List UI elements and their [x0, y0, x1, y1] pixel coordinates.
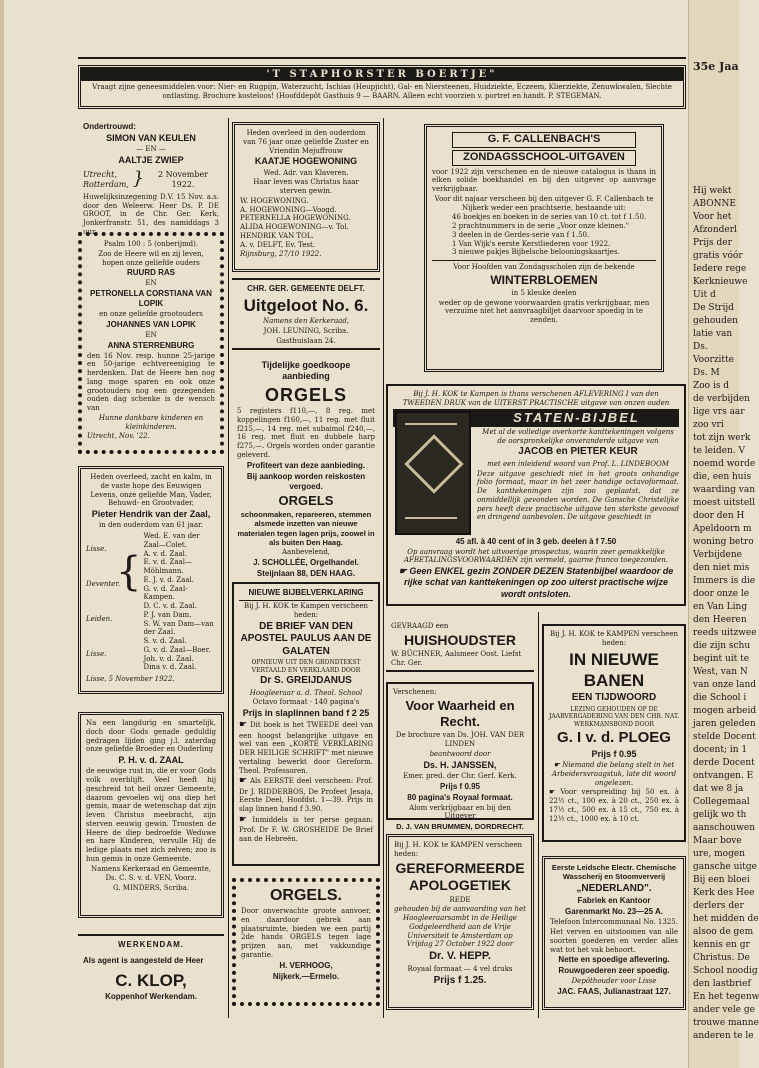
- bible-book-image: [395, 411, 471, 535]
- family-member: D. C. v. d. Zaal.: [143, 602, 198, 610]
- staten-text2: Op aanvraag wordt het uitvoerige prospectus, waarin zeer gemakkelijke AFBETALINGSVOORWAARDEN zijn vermeld, gaarne franco toegezonden.: [403, 547, 669, 565]
- family-member: A. HOGEWONING—Voogd.: [240, 205, 337, 214]
- statenbijbel-advert: [386, 384, 686, 606]
- staten-sub: Met al de volledige overkorte kanttekeningen volgens de oorspronkelijke onveranderde uitgave van: [482, 427, 674, 445]
- nederland-depot: Depôthouder voor Lisse: [571, 977, 657, 986]
- hogewoning-date: Rijnsburg, 27/10 1922.: [240, 250, 322, 259]
- waarheid-role: Emer. pred. der Chr. Gerf. Kerk.: [403, 771, 517, 780]
- banner-title: 'T STAPHORSTER BOERTJE": [81, 68, 683, 81]
- delft-addr: Gasthuislaan 24.: [276, 336, 336, 345]
- zaal-date: Lisse, 5 November 1922.: [86, 675, 175, 683]
- banen-author: G. I v. d. PLOEG: [557, 729, 671, 746]
- callenbach-advert: [424, 124, 664, 372]
- gutter-line: alsoo de gem: [693, 927, 754, 937]
- gutter-line: kennis en gr: [693, 940, 750, 950]
- huishoudster-title: HUISHOUDSTER: [403, 631, 516, 648]
- orgels-heading: Tijdelijke goedkoope aanbieding: [261, 360, 351, 382]
- gutter-line: derde Docent: [693, 758, 755, 768]
- jubilee-text: den 16 Nov. resp. hunne 25-jarige en 50-jarige echtvereeniging te herdenken. Dat de Heere hen nog lang moge sparen en ook onze grootouders nog een gezegenden ouden dag schenke is de wensch van: [87, 351, 215, 412]
- waarheid-text2: beantwoord door: [429, 749, 491, 758]
- jubilee-name2: PETRONELLA CORSTIANA VAN LOPIK: [90, 289, 212, 308]
- bijbel-role: Hoogleeraar a. d. Theol. School: [249, 688, 363, 697]
- gutter-line: ontvangen. E: [693, 771, 754, 781]
- zaal-place: Leiden.: [86, 615, 113, 624]
- jubilee-line1: Zoo de Heere wil en zij leven, hopen onze geliefde ouders: [98, 249, 204, 267]
- callenbach-title: G. F. CALLENBACH'S: [452, 132, 636, 148]
- waarheid-text1: De brochure van Ds. JOH. VAN DER LINDEN: [395, 731, 525, 748]
- top-rule: [78, 57, 686, 59]
- banen-title: IN NIEUWE BANEN: [569, 649, 659, 690]
- jubilee-name4: ANNA STERRENBURG: [107, 340, 195, 350]
- gutter-line: anderen te le: [693, 1031, 754, 1041]
- zaal-places: [86, 532, 121, 672]
- verhoog-title: ORGELS.: [269, 887, 342, 904]
- banen-intro: Bij J. H. KOK te KAMPEN verscheen heden:: [549, 630, 679, 647]
- nieuwe-banen-advert: [542, 624, 686, 842]
- gutter-line: jaren geleden: [693, 719, 756, 729]
- gutter-line: Uit d: [693, 290, 716, 300]
- psalm-ref: Psalm 100 : 5 (onberijmd).: [103, 240, 199, 248]
- family-member: ALIDA HOGEWONING—v. Tol.: [240, 223, 349, 231]
- bijbel-intro: Bij J. H. KOK te Kampen verscheen heden:: [243, 602, 369, 619]
- gutter-line: van onze land: [693, 680, 757, 690]
- gutter-line: West, van N: [693, 667, 748, 677]
- family-member: W. HOGEWONING.: [240, 196, 309, 205]
- elder-sign1: Namens Kerkeraad en Gemeente,: [91, 864, 211, 873]
- bijbel-heading: NIEUWE BIJBELVERKLARING: [239, 588, 373, 601]
- nederland-line1: Fabriek en Kantoor: [577, 896, 651, 906]
- gutter-line: die, een huis: [693, 472, 752, 482]
- apologetiek-text: gehouden bij de aanvaarding van het Hoogleeraarsambt in de Heilige Godgeleerdheid aan de Vrije Universiteit te Amsterdam op Vrijdag 27 October 1922 door: [394, 905, 526, 949]
- place-utrecht: Utrecht,: [83, 169, 117, 179]
- gutter-line: mogen arbeid: [693, 706, 757, 716]
- banen-price: Prijs f 0.95: [591, 748, 637, 759]
- waarheid-author: Ds. H. JANSSEN,: [423, 759, 497, 770]
- gutter-line: Bij een bloei: [693, 875, 750, 885]
- page-spine: [0, 0, 4, 1068]
- gutter-line: gansche uitge: [693, 862, 757, 872]
- staten-title: STATEN-BIJBEL: [393, 409, 679, 427]
- bijbel-text3: Inmiddels is ter perse gegaan: Prof. Dr F. W. GROSHEIDE De Brief aan de Hebreën.: [239, 815, 373, 843]
- callenbach-foot: weder op de gewone voorwaarden gratis verkrijgbaar, men verzuime niet het aanvraagbiljet daarvoor spoedig in te zenden.: [438, 298, 650, 324]
- gutter-line: De Strijd: [693, 303, 734, 313]
- orgels-prices: 5 registers f110,—, 8 reg. met koppelingen f160,—, 11 reg. met fluit f215,—, 14 reg. met subaimol f240,—, 16 reg. met fluit en dubbele harp f275,—. Orgels worden onder garantie geleverd.: [237, 407, 375, 459]
- waarheid-pub: D. J. VAN BRUMMEN, DORDRECHT.: [396, 822, 524, 831]
- gutter-line: docent; in 1: [693, 745, 748, 755]
- gutter-line: die zijn schu: [693, 641, 751, 651]
- nederland-text: Het verven en uitstoomen van alle soorten goederen en verder alles wat tot het vak behoort.: [550, 928, 678, 954]
- bijbel-author: Dr S. GREIJDANUS: [260, 675, 352, 686]
- gutter-line: woning betro: [693, 537, 754, 547]
- huishoudster-heading: GEVRAAGD een: [391, 622, 449, 630]
- family-member: E. J. v. d. Zaal.: [143, 575, 194, 584]
- gutter-line: door den H: [693, 511, 745, 521]
- jubilee-date: Utrecht, Nov. '22.: [87, 432, 150, 441]
- hogewoning-intro: Heden overleed in den ouderdom van 76 jaar onze geliefde Zuster en Vriendin Mejuffrouw: [243, 129, 369, 155]
- gutter-line: Zoo is d: [693, 381, 730, 391]
- callenbach-subtitle: ZONDAGSSCHOOL-UITGAVEN: [452, 150, 636, 166]
- family-member: Joh. v. d. Zaal.: [143, 654, 194, 663]
- orgels-travel: Bij aankoop worden reiskosten vergoed.: [246, 471, 366, 491]
- en-separator: — EN —: [136, 145, 166, 154]
- gutter-line: En het tegenw: [693, 992, 759, 1002]
- staten-intro: Bij J. H. KOK te Kampen is thans verschenen AFLEVERING I van den TWEEDEN DRUK van de UITERST PRACTISCHE uitgave van onzen ouden: [402, 390, 670, 407]
- catalogue-item: 46 boekjes en boeken in de series van 10 ct. tot f 1.50.: [452, 213, 647, 222]
- gutter-line: Hij wekt: [693, 186, 732, 196]
- jubilee-notice: [78, 232, 224, 454]
- ondertrouw-heading: Ondertrouwd:: [83, 122, 136, 131]
- orgels-addr: Steijnlaan 88, DEN HAAG.: [256, 569, 356, 578]
- staten-slogan: Geen ENKEL gezin ZONDER DEZEN Statenbijbel waardoor de rijke schat van kanttekeningen op zoo uiterst practische wijze wordt ontsloten.: [403, 566, 674, 599]
- zaal-names-list: [141, 532, 216, 672]
- pointing-hand-icon: ☛: [239, 720, 248, 731]
- waarheid-pages: 80 pagina's Royaal formaat.: [407, 792, 513, 802]
- werkendam-line2: Koppenhof Werkendam.: [105, 992, 197, 1002]
- banen-text: LEZING GEHOUDEN OP DE JAARVERGADERING VAN DEN CHR. NAT. WERKMANSBOND DOOR: [549, 705, 679, 728]
- werkendam-notice: [78, 934, 224, 1014]
- bijbel-title: DE BRIEF VAN DEN APOSTEL PAULUS AAN DE GALATEN: [240, 620, 372, 657]
- nederland-text2: Nette en spoedige aflevering.: [558, 955, 670, 965]
- family-member: PETERNELLA HOGEWONING.: [240, 214, 351, 223]
- column-rule: [538, 612, 539, 1018]
- callenbach-title2: WINTERBLOEMEN: [490, 272, 598, 287]
- nederland-text3: Rouwgoederen zeer spoedig.: [558, 966, 670, 976]
- zaal-place: Lisse.: [86, 650, 107, 659]
- delft-sign: JOH. LEUNING, Scriba.: [263, 327, 349, 335]
- nederland-phone: Telefoon Intercommunaal No. 1325.: [550, 918, 678, 927]
- gutter-line: Christus. De: [693, 953, 750, 963]
- huishoudster-advert: [386, 618, 534, 672]
- apologetiek-price: Prijs f 1.25.: [433, 974, 487, 986]
- gutter-line: te leiden. V: [693, 446, 745, 456]
- bijbel-sub: OPNIEUW UIT DEN GRONDTEKST VERTAALD EN VERKLAARD DOOR: [251, 659, 361, 674]
- nederland-agent: JAC. FAAS, Julianastraat 127.: [557, 987, 671, 996]
- orgels-title2: ORGELS: [278, 492, 334, 508]
- place-rotterdam: Rotterdam,: [83, 179, 129, 189]
- staphorster-banner: [78, 65, 686, 109]
- hogewoning-name: KAATJE HOGEWONING: [254, 156, 358, 167]
- gutter-line: stelde Docent: [693, 732, 756, 742]
- zaal-intro: Heden overleed, zacht en kalm, in de vaste hope des Eeuwigen Levens, onze geliefde Man, Vader, Behuwd- en Grootvader,: [90, 473, 212, 508]
- jubilee-sign: Hunne dankbare kinderen en kleinkinderen.: [98, 413, 204, 431]
- bride-name: AALTJE ZWIEP: [118, 155, 184, 165]
- gutter-line: Voor het: [693, 212, 732, 222]
- callenbach-intro: voor 1922 zijn verschenen en de nieuwe catalogus is thans in elken solide boekhandel en bij den uitgever op aanvrage verkrijgbaar.: [432, 167, 656, 193]
- verhoog-name: H. VERHOOG,: [279, 960, 333, 970]
- apologetiek-title: GEREFORMEERDE APOLOGETIEK: [395, 859, 525, 893]
- zaal-family: Lisse. Deventer. Leiden. Lisse. { Wed. E. van der Zaal—Colet. A. v. d. Zaal. E. v. d. Zaal—Möhlmann. E. J. v. d. Zaal. G. v. d. Zaal-Kampen. D. C. v. d. Zaal. P. J. van Dam. S. W. van Dam—van der Zaal. S. v. d. Zaal. G. v. d. Zaal—Boer. Joh. v. d. Zaal. Dina v. d. Zaal.: [86, 532, 216, 672]
- staten-names: JACOB en PIETER KEUR: [518, 446, 638, 458]
- orgels-profit: Profiteert van deze aanbieding.: [246, 460, 366, 470]
- gutter-line: begint uit te: [693, 654, 750, 664]
- staten-intro2: met een inleidend woord van Prof. L. LINDEBOOM: [487, 459, 669, 468]
- callenbach-text: Voor dit najaar verscheen bij den uitgever G. F. Callenbach te Nijkerk weder een prachtserie, bestaande uit:: [434, 194, 654, 212]
- gutter-line: Immers is die: [693, 576, 756, 586]
- elder-sign3: G. MINDERS, Scriba.: [112, 884, 190, 892]
- gutter-line: gehouden: [693, 316, 738, 326]
- catalogue-item: 3 deelen in de Gerdes-serie van f 1.50.: [452, 230, 590, 239]
- nederland-name: „NEDERLAND".: [576, 882, 652, 894]
- death-notice-elder: [78, 712, 224, 918]
- gutter-line: moest uitstell: [693, 498, 755, 508]
- orgels-advert: [232, 356, 380, 578]
- gutter-line: gratis vóór: [693, 251, 743, 261]
- delft-notice: [232, 278, 380, 350]
- hogewoning-text: Haar leven was Christus haar sterven gewin.: [253, 178, 359, 195]
- ondertrouw-text: Huwelijksinzegening D.V. 15 Nov. a.s. door den Weleerw. Heer Ds. P. DE GROOT, in de Chr. Ger. Kerk, Jonkerfranstr. 51, des namiddags 3 uur.: [83, 192, 219, 236]
- family-member: S. W. van Dam—van der Zaal.: [143, 619, 214, 637]
- gutter-line: derlers der: [693, 901, 744, 911]
- orgels-name: J. SCHOLLÉE, Orgelhandel.: [253, 558, 359, 567]
- family-member: A. v. DELFT, Ev. Test.: [240, 240, 315, 249]
- gutter-line: Kerknieuwe: [693, 277, 748, 287]
- apologetiek-sub: REDE: [449, 895, 471, 904]
- adjacent-page-edge: [688, 0, 759, 1068]
- bijbel-format: Octavo formaat · 140 pagina's: [252, 698, 360, 707]
- verhoog-text: Door onverwachte groote aanvoer, en daardoor gebrek aan plaatsruimte, bieden we een partij 2de hands ORGELS tegen lage prijzen aan, met vakkundige garantie.: [241, 907, 371, 959]
- zaal-place: Lisse.: [86, 545, 107, 554]
- orgels-rec: Aanbevelend,: [281, 548, 331, 557]
- bijbel-price: Prijs in slaplinnen band f 2 25: [242, 708, 370, 718]
- banner-text: Vraagt zijne geneesmiddelen voor: Nier- en Rugpijn, Waterzucht, Ischias (Heupjicht), Gal- en Niersteenen, Huidziekte, Eczeem, Klierziekte, Zenuwkwalen, Slechte ontlasting. Brochure kosteloos! (Hoofddepôt Gasthuis 9 — BAARN. Alleen echt voorzien v. portret en handt. P. STEGEMAN.: [92, 83, 672, 101]
- bijbel-text2: Als EERSTE deel verscheen: Prof. Dr J. RIDDERBOS, De Profeet Jesaja, Eerste Deel, Hoofdst. 1—39. Prijs in slap linnen band f 3.90.: [239, 777, 373, 813]
- gutter-line: den Heeren: [693, 615, 747, 625]
- gutter-line: zoo vri: [693, 420, 724, 430]
- gutter-line: noemd worde: [693, 459, 756, 469]
- waarheid-title: Voor Waarheid en Recht.: [405, 697, 515, 729]
- staten-text: Deze uitgave geschiedt niet in het groots onhandige folio formaat, maar in het zeer handige octavoformaat. De kanttekeningen zijn zoo geplaatst, dat ze onmiddellijk gevonden worden. De Gansche Christelijke pers heeft deze practische uitgave ten sterkste gevoosd en dringend aanbevolen. De uitgave geschiedt in: [477, 469, 679, 522]
- delft-heading: CHR. GER. GEMEENTE DELFT.: [247, 284, 365, 293]
- orgels-verhoog-advert: [232, 878, 380, 1006]
- gutter-line: Maar bove: [693, 836, 742, 846]
- gutter-line: trouwe manne: [693, 1018, 759, 1028]
- hogewoning-widow: Wed. Adr. van Klaveren.: [263, 168, 349, 177]
- elder-name: P. H. v. d. ZAAL: [118, 755, 184, 765]
- jubilee-name1: RUURD RAS: [127, 268, 175, 278]
- pointing-hand-icon: ☛: [239, 776, 248, 787]
- gutter-line: het midden de: [693, 914, 759, 924]
- werkendam-heading: WERKENDAM.: [118, 940, 184, 949]
- zaal-place: Deventer.: [86, 580, 121, 589]
- death-notice-zaal: [78, 466, 224, 694]
- pointing-hand-icon: ☛: [553, 761, 560, 769]
- orgels-services: schoonmaken, repareeren, stemmen alsmede inzetten van nieuwe materialen tegen lagen prijs, zoowel in als buiten Den Haag.: [237, 509, 375, 547]
- staten-price: 45 afl. à 40 cent of in 3 geb. deelen à f 7.50: [455, 536, 617, 546]
- gutter-line: Afzonderl: [693, 225, 737, 235]
- jubilee-line2: en onze geliefde grootouders: [99, 310, 203, 318]
- zaal-name: Pieter Hendrik van der Zaal,: [91, 509, 211, 519]
- apologetiek-advert: [386, 834, 534, 1010]
- callenbach-items: [432, 213, 656, 257]
- gutter-line: dat we 8 ja: [693, 784, 744, 794]
- gutter-line: lige vrs aar: [693, 407, 745, 417]
- groom-name: SIMON VAN KEULEN: [106, 133, 196, 143]
- gutter-line: die School i: [693, 693, 747, 703]
- waarheid-price: Prijs f 0.95: [439, 781, 481, 791]
- bijbelverklaring-advert: [232, 582, 380, 866]
- pointing-hand-icon: ☛: [239, 814, 248, 825]
- gutter-line: den lastbrief: [693, 979, 751, 989]
- gutter-line: aanschouwen: [693, 823, 756, 833]
- gutter-line: tot zijn werk: [693, 433, 751, 443]
- apologetiek-author: Dr. V. HEPP.: [429, 950, 491, 962]
- ondertrouw-notice: [78, 118, 224, 236]
- verhoog-addr: Nijkerk.—Ermelo.: [272, 971, 340, 981]
- callenbach-sub2: Voor Hoofden van Zondagsscholen zijn de bekende: [432, 260, 656, 272]
- elder-text1: Na een langdurig en smartelijk, doch door Gods genade geduldig gedragen lijden ging j.l. zaterdag onze geliefde Broeder en Ouderling: [86, 719, 216, 754]
- jubilee-name3: JOHANNES VAN LOPIK: [106, 319, 196, 329]
- nederland-heading: Eerste Leidsche Electr. Chemische Wasscherij en Stoomververij: [551, 863, 677, 882]
- delft-sub: Namens den Kerkeraad,: [262, 317, 350, 326]
- gutter-line: gelijk wo th: [693, 810, 747, 820]
- waarheid-advert: [386, 682, 534, 831]
- gutter-line: Apeldoorn m: [693, 524, 752, 534]
- gutter-line: Kerk des Hee: [693, 888, 755, 898]
- gutter-line: Verbijdene: [693, 550, 742, 560]
- gutter-line: ure, mogen: [693, 849, 745, 859]
- family-member: S. v. d. Zaal.: [143, 637, 187, 645]
- gutter-line: den niet mis: [693, 563, 750, 573]
- jubilee-en: EN: [145, 279, 157, 288]
- gutter-line: latie van: [693, 329, 733, 339]
- callenbach-sub3: in 5 kleuke deelen: [511, 288, 577, 297]
- bijbel-text1: Dit boek is het TWEEDE deel van een hoogst belangrijke uitgave en wel van een „KORTE VERKLARING DER HEILIGE SCHRIFT" met nieuwe vertaling bewerkt door Gereform. Theol. Professoren.: [239, 721, 373, 775]
- delft-title: Uitgeloot No. 6.: [243, 296, 369, 315]
- zaal-age: in den ouderdom van 61 jaar.: [99, 521, 203, 530]
- catalogue-item: 1 Van Wijk's eerste Kerstliederen voor 1922.: [452, 239, 611, 248]
- pointing-hand-icon: ☛: [398, 566, 407, 576]
- apologetiek-format: Royaal formaat — 4 vel druks: [407, 964, 513, 973]
- death-notice-hogewoning: [232, 122, 380, 272]
- places-date: Utrecht, Rotterdam, } 2 November 1922.: [83, 168, 219, 191]
- gutter-line: Ds. M: [693, 368, 720, 378]
- gutter-line: en Van Ling: [693, 602, 748, 612]
- ondertrouw-date: 2 November 1922.: [158, 169, 209, 189]
- gutter-line: door onze le: [693, 589, 750, 599]
- family-member: G. v. d. Zaal—Boer.: [143, 645, 211, 654]
- family-member: HENDRIK VAN TOL.: [240, 231, 314, 240]
- elder-sign2: Ds. C. S. v. d. VEN, Voorz.: [105, 874, 197, 883]
- family-member: A. v. d. Zaal.: [143, 549, 188, 558]
- catalogue-item: 3 nieuwe pakjes Bijbelsche belooningskaartjes.: [452, 248, 620, 257]
- waarheid-intro: Verschenen:: [393, 688, 437, 696]
- nederland-wasscherij-advert: [542, 856, 686, 1010]
- gutter-line: Ds.: [693, 342, 708, 352]
- gutter-line: Prijs der: [693, 238, 732, 248]
- family-member: E. v. d. Zaal—Möhlmann.: [143, 558, 192, 575]
- gutter-line: School noodig: [693, 966, 758, 976]
- gutter-line: de verbijden: [693, 394, 750, 404]
- werkendam-name: C. KLOP,: [115, 971, 187, 990]
- gutter-line: Collegemaal: [693, 797, 750, 807]
- jubilee-en2: EN: [145, 330, 157, 339]
- pointing-hand-icon: ☛: [549, 788, 556, 797]
- orgels-title: ORGELS: [264, 384, 347, 405]
- family-member: Wed. E. van der Zaal—Colet.: [143, 532, 200, 549]
- family-member: P. J. van Dam.: [143, 610, 192, 619]
- nederland-line2: Garenmarkt No. 23—25 A.: [565, 907, 663, 917]
- catalogue-item: 2 prachtnummers in de serie „Voor onze kleinen.": [452, 222, 629, 230]
- banen-note: Niemand die belang stelt in het Arbeidersvraagstuk, late dit woord ongelezen.: [551, 761, 677, 787]
- gutter-line: waarding van: [693, 485, 756, 495]
- gutter-line: Voorzitte: [693, 355, 734, 365]
- family-member: G. v. d. Zaal-Kampen.: [143, 584, 188, 602]
- gutter-line: reeds uitzwee: [693, 628, 757, 638]
- waarheid-text3: Alom verkrijgbaar en bij den Uitgever: [409, 803, 511, 821]
- gutter-line: ABONNE: [693, 199, 736, 209]
- banen-sub: EEN TIJDWOORD: [571, 692, 657, 703]
- column-rule: [383, 118, 384, 1018]
- gutter-line: Iedere rege: [693, 264, 747, 274]
- werkendam-line1: Als agent is aangesteld de Heer: [83, 956, 204, 965]
- family-member: Dina v. d. Zaal.: [143, 663, 197, 672]
- gutter-issue: 35e Jaa: [693, 60, 739, 73]
- elder-text2: de eeuwige rust in, die er voor Gods volk overblijft. Veel heeft hij geschreid tot heil onzer Gemeente, daarom gevoelen wij ons diep het gemis, maar de wetenschap dat zijn leven Christus meebracht, zijn sterven eeuwig gewin. Troosten de Heere de diep bedroefde Weduwe en hare Kinderen, vervulle Hij de ledige plaats met zich zelven; zoo is hun gemis in onze Gemeente.: [86, 767, 216, 863]
- gutter-line: ander vele ge: [693, 1005, 755, 1015]
- apologetiek-intro: Bij J. H. KOK te KAMPEN verscheen heden:: [394, 841, 523, 858]
- banen-text2: Voor verspreiding bij 50 ex. à 22½ ct., 100 ex. à 20 ct., 250 ex. à 17½ ct., 500 ex. à 15 ct., 750 ex. à 12½ ct., 1000 ex. à 10 ct.: [549, 788, 679, 823]
- huishoudster-text: W. BÜCHNER, Aalsmeer Oost. Liefst Chr. Ger.: [391, 650, 522, 667]
- hogewoning-family: [240, 197, 372, 250]
- column-rule: [228, 118, 229, 1018]
